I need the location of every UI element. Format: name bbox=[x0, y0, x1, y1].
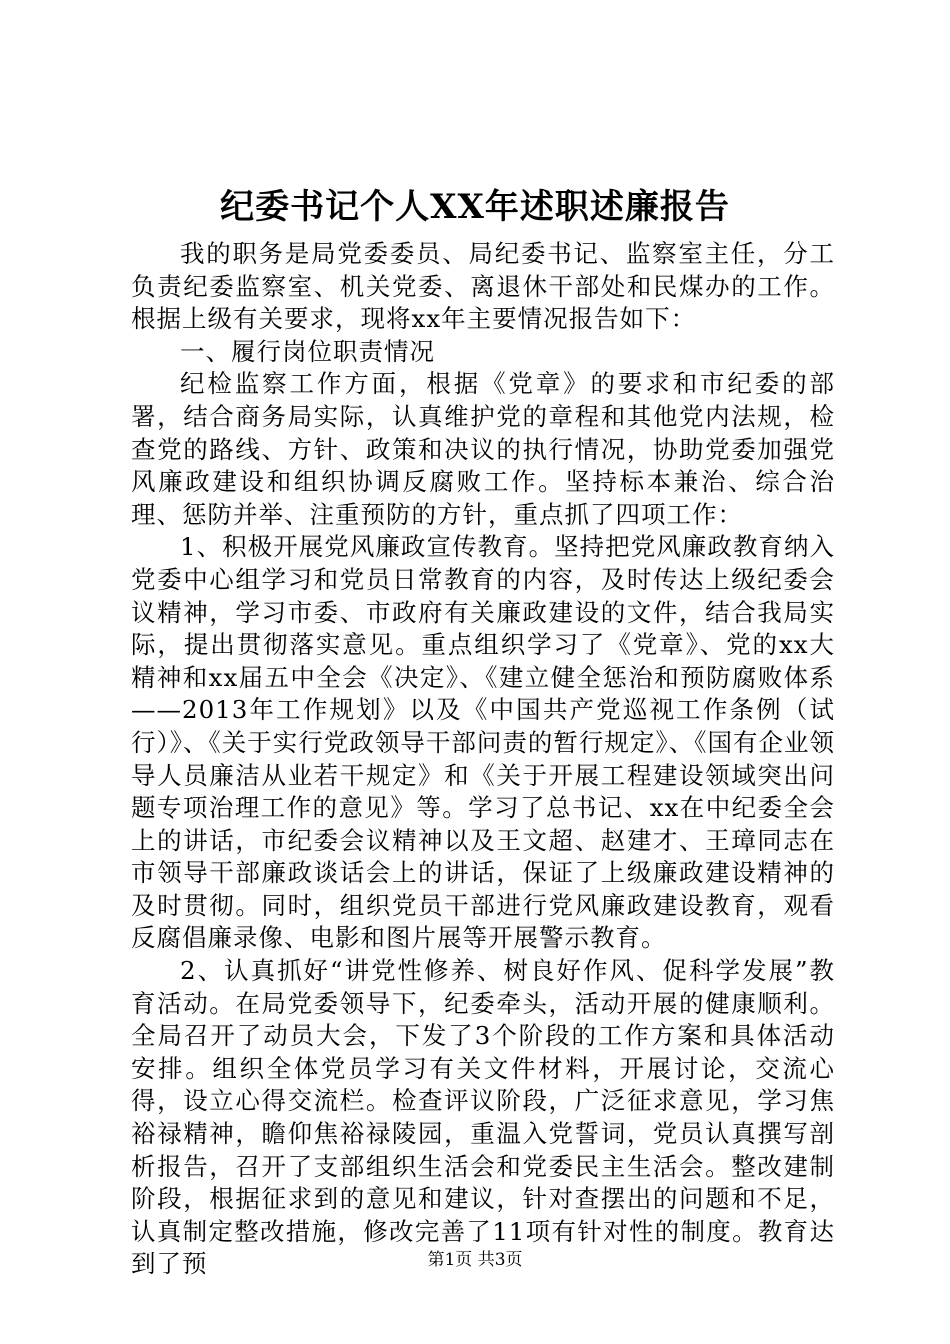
section-heading-1: 一、履行岗位职责情况 bbox=[180, 336, 435, 366]
document-body bbox=[131, 238, 835, 1281]
document-title: 纪委书记个人XX年述职述廉报告 bbox=[220, 187, 730, 227]
paragraph-item-2: 2、认真抓好“讲党性修养、树良好作风、促科学发展”教育活动。在局党委领导下，纪委牵头，活动开展的健康顺利。全局召开了动员大会，下发了3个阶段的工作方案和具体活动安排。组织全体党员学习有关文件材料，开展讨论，交流心得，设立心得交流栏。检查评议阶段，广泛征求意见，学习焦裕禄精神，瞻仰焦裕禄陵园，重温入党誓词，党员认真撰写剖析报告，召开了支部组织生活会和党委民主生活会。整改建制阶段，根据征求到的意见和建议，针对查摆出的问题和不足，认真制定整改措施，修改完善了11项有针对性的制度。教育达到了预 bbox=[131, 956, 835, 1279]
paragraph-item-1: 1、积极开展党风廉政宣传教育。坚持把党风廉政教育纳入党委中心组学习和党员日常教育的内容，及时传达上级纪委会议精神，学习市委、市政府有关廉政建设的文件，结合我局实际，提出贯彻落实意见。重点组织学习了《党章》、党的xx大精神和xx届五中全会《决定》、《建立健全惩治和预防腐败体系——2013年工作规划》以及《中国共产党巡视工作条例（试行）》、《关于实行党政领导干部问责的暂行规定》、《国有企业领导人员廉洁从业若干规定》和《关于开展工程建设领域突出问题专项治理工作的意见》等。学习了总书记、xx在中纪委全会上的讲话，市纪委会议精神以及王文超、赵建才、王璋同志在市领导干部廉政谈话会上的讲话，保证了上级廉政建设精神的及时贯彻。同时，组织党员干部进行党风廉政建设教育，观看反腐倡廉录像、电影和图片展等开展警示教育。 bbox=[131, 532, 835, 953]
page-footer: 第1页 共3页 bbox=[427, 1250, 523, 1270]
paragraph-discipline-work: 纪检监察工作方面，根据《党章》的要求和市纪委的部署，结合商务局实际，认真维护党的章程和其他党内法规，检查党的路线、方针、政策和决议的执行情况，协助党委加强党风廉政建设和组织协调反腐败工作。坚持标本兼治、综合治理、惩防并举、注重预防的方针，重点抓了四项工作： bbox=[131, 369, 835, 529]
paragraph-intro: 我的职务是局党委委员、局纪委书记、监察室主任，分工负责纪委监察室、机关党委、离退休干部处和民煤办的工作。根据上级有关要求，现将xx年主要情况报告如下： bbox=[131, 239, 835, 334]
